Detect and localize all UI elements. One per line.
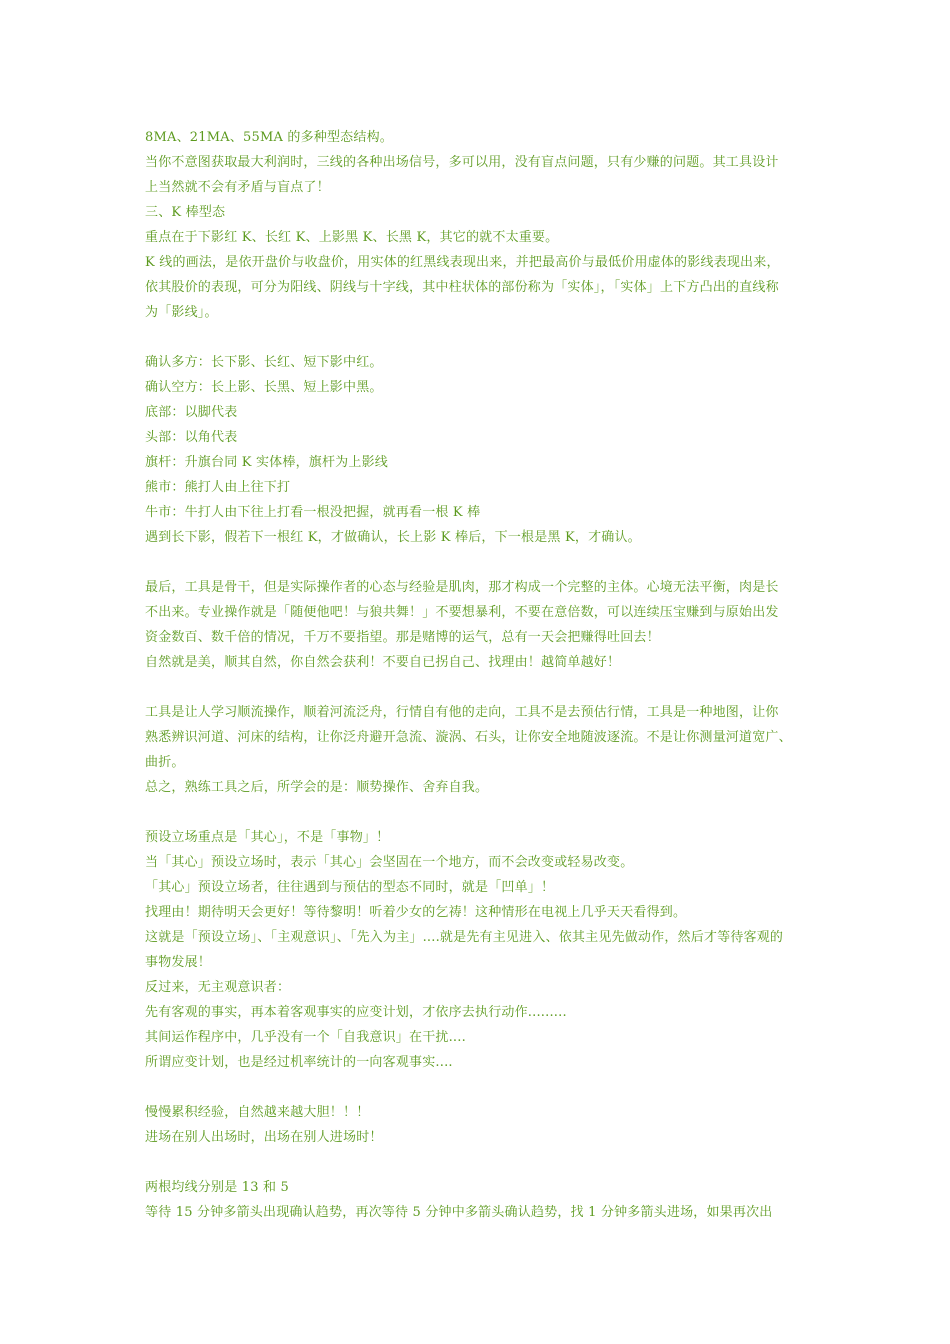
- text-line: 旗杆：升旗台同 K 实体棒，旗杆为上影线: [145, 455, 388, 470]
- text-line: 三、K 棒型态: [145, 205, 226, 220]
- text-line: 总之，熟练工具之后，所学会的是：顺势操作、舍弃自我。: [145, 780, 489, 795]
- text-line: 熟悉辨识河道、河床的结构，让你泛舟避开急流、漩涡、石头，让你安全地随波逐流。不是让你测量河道宽广、: [145, 730, 792, 745]
- text-line: 上当然就不会有矛盾与盲点了！: [145, 180, 330, 195]
- paragraph-gap: [145, 550, 815, 575]
- text-line: 不出来。专业操作就是「随便他吧！与狼共舞！」不要想暴利，不要在意倍数，可以连续压宝赚到与原始出发: [145, 605, 779, 620]
- text-line: 慢慢累积经验，自然越来越大胆！！！: [145, 1105, 370, 1120]
- text-line: 底部：以脚代表: [145, 405, 238, 420]
- paragraph-gap: [145, 325, 815, 350]
- paragraph: [145, 575, 815, 675]
- text-line: 这就是「预设立场」、「主观意识」、「先入为主」....就是先有主见进入、依其主见先做动作，然后才等待客观的: [145, 930, 784, 945]
- text-line: 当「其心」预设立场时，表示「其心」会坚固在一个地方，而不会改变或轻易改变。: [145, 855, 634, 870]
- text-line: 遇到长下影，假若下一根红 K，才做确认，长上影 K 棒后，下一根是黑 K，才确认。: [145, 530, 641, 545]
- text-line: 熊市：熊打人由上往下打: [145, 480, 291, 495]
- text-line: 为「影线」。: [145, 305, 218, 320]
- text-line: 最后，工具是骨干，但是实际操作者的心态与经验是肌肉，那才构成一个完整的主体。心境无法平衡，肉是长: [145, 580, 779, 595]
- text-line: 自然就是美，顺其自然，你自然会获利！不要自已拐自己、找理由！越简单越好！: [145, 655, 621, 670]
- text-line: 重点在于下影红 K、长红 K、上影黑 K、长黑 K，其它的就不太重要。: [145, 230, 559, 245]
- paragraph: [145, 1175, 815, 1225]
- text-line: K 线的画法，是依开盘价与收盘价，用实体的红黑线表现出来，并把最高价与最低价用虚体的影线表现出来，: [145, 255, 780, 270]
- paragraph: [145, 125, 815, 325]
- text-line: 确认多方：长下影、长红、短下影中红。: [145, 355, 383, 370]
- text-line: 等待 15 分钟多箭头出现确认趋势，再次等待 5 分钟中多箭头确认趋势，找 1 分钟多箭头进场，如果再次出: [145, 1205, 773, 1220]
- text-line: 资金数百、数千倍的情况，千万不要指望。那是赌博的运气，总有一天会把赚得吐回去！: [145, 630, 660, 645]
- paragraph-gap: [145, 1150, 815, 1175]
- text-line: 头部：以角代表: [145, 430, 238, 445]
- text-line: 进场在别人出场时，出场在别人进场时！: [145, 1130, 383, 1145]
- paragraph: [145, 825, 815, 1075]
- text-line: 当你不意图获取最大利润时，三线的各种出场信号，多可以用，没有盲点问题，只有少赚的问题。其工具设计: [145, 155, 779, 170]
- paragraph: [145, 1100, 815, 1150]
- text-line: 两根均线分别是 13 和 5: [145, 1180, 290, 1195]
- text-line: 其间运作程序中，几乎没有一个「自我意识」在干扰....: [145, 1030, 466, 1045]
- text-line: 事物发展！: [145, 955, 212, 970]
- text-line: 工具是让人学习顺流操作，顺着河流泛舟，行情自有他的走向，工具不是去预估行情，工具是一种地图，让你: [145, 705, 779, 720]
- text-line: 8MA、21MA、55MA 的多种型态结构。: [145, 130, 393, 145]
- text-line: 确认空方：长上影、长黑、短上影中黑。: [145, 380, 383, 395]
- text-line: 预设立场重点是「其心」，不是「事物」！: [145, 830, 390, 845]
- paragraph: [145, 700, 815, 800]
- text-line: 所谓应变计划，也是经过机率统计的一向客观事实....: [145, 1055, 453, 1070]
- paragraph-gap: [145, 1075, 815, 1100]
- text-line: 反过来，无主观意识者：: [145, 980, 291, 995]
- text-line: 先有客观的事实，再本着客观事实的应变计划，才依序去执行动作.........: [145, 1005, 567, 1020]
- paragraph-gap: [145, 800, 815, 825]
- paragraph: [145, 350, 815, 550]
- text-line: 曲折。: [145, 755, 185, 770]
- document-body: [145, 125, 815, 1225]
- text-line: 依其股价的表现，可分为阳线、阴线与十字线，其中柱状体的部份称为「实体」，「实体」上下方凸出的直线称: [145, 280, 779, 295]
- text-line: 「其心」预设立场者，往往遇到与预估的型态不同时，就是「凹单」！: [145, 880, 555, 895]
- text-line: 牛市：牛打人由下往上打看一根没把握，就再看一根 K 棒: [145, 505, 481, 520]
- paragraph-gap: [145, 675, 815, 700]
- text-line: 找理由！期待明天会更好！等待黎明！听着少女的乞祷！这种情形在电视上几乎天天看得到。: [145, 905, 687, 920]
